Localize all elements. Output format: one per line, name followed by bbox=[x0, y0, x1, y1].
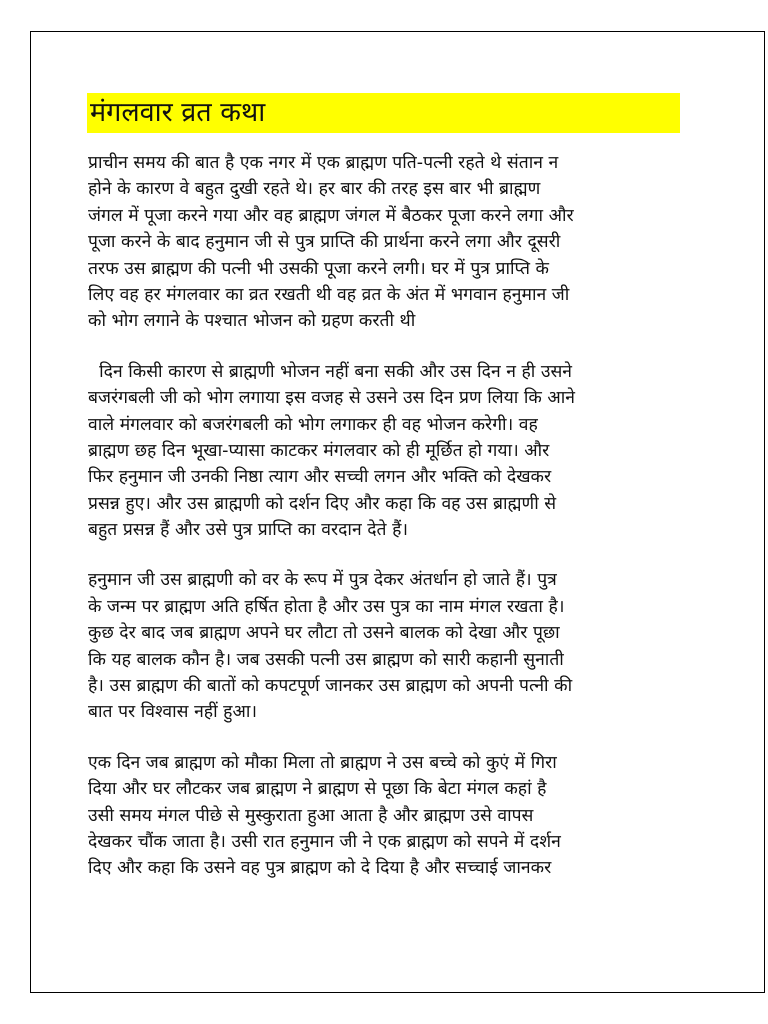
text-line: फिर हनुमान जी उनकी निष्ठा त्याग और सच्ची लगन और भक्ति को देखकर bbox=[88, 467, 552, 488]
paragraph-1 bbox=[88, 150, 688, 335]
highlighted-title bbox=[87, 93, 680, 133]
paragraph-2 bbox=[88, 359, 688, 544]
text-line: बात पर विश्वास नहीं हुआ। bbox=[88, 702, 257, 723]
text-line: लिए वह हर मंगलवार का व्रत रखती थी वह व्रत के अंत में भगवान हनुमान जी bbox=[88, 284, 570, 305]
text-line: तरफ उस ब्राह्मण की पत्नी भी उसकी पूजा करने लगी। घर में पुत्र प्राप्ति के bbox=[88, 258, 549, 279]
paragraph-3 bbox=[88, 567, 688, 725]
text-line: उसी समय मंगल पीछे से मुस्कुराता हुआ आता है और ब्राह्मण उसे वापस bbox=[88, 805, 534, 826]
text-line: दिया और घर लौटकर जब ब्राह्मण ने ब्राह्मण से पूछा कि बेटा मंगल कहां है bbox=[88, 779, 547, 800]
text-line: प्राचीन समय की बात है एक नगर में एक ब्राह्मण पति-पत्नी रहते थे संतान न bbox=[88, 153, 559, 173]
text-line: बहुत प्रसन्न हैं और उसे पुत्र प्राप्ति का वरदान देते हैं। bbox=[88, 520, 408, 541]
text-line: को भोग लगाने के पश्चात भोजन को ग्रहण करती थी bbox=[88, 311, 416, 332]
paragraph-4 bbox=[88, 750, 688, 882]
text-line: होने के कारण वे बहुत दुखी रहते थे। हर बार की तरह इस बार भी ब्राह्मण bbox=[88, 179, 541, 200]
text-line: कुछ देर बाद जब ब्राह्मण अपने घर लौटा तो उसने बालक को देखा और पूछा bbox=[88, 623, 560, 644]
text-line: है। उस ब्राह्मण की बातों को कपटपूर्ण जानकर उस ब्राह्मण को अपनी पत्नी की bbox=[88, 676, 573, 697]
text-line: बजरंगबली जी को भोग लगाया इस वजह से उसने उस दिन प्रण लिया कि आने bbox=[88, 388, 575, 409]
text-line: पूजा करने के बाद हनुमान जी से पुत्र प्राप्ति की प्रार्थना करने लगा और दूसरी bbox=[88, 232, 561, 253]
text-line: हनुमान जी उस ब्राह्मणी को वर के रूप में पुत्र देकर अंतर्धान हो जाते हैं। पुत्र bbox=[88, 570, 557, 591]
text-line: प्रसन्न हुए। और उस ब्राह्मणी को दर्शन दिए और कहा कि वह उस ब्राह्मणी से bbox=[88, 493, 557, 514]
story-body bbox=[88, 150, 688, 882]
paragraph-spacer bbox=[88, 726, 688, 750]
text-line: कि यह बालक कौन है। जब उसकी पत्नी उस ब्राह्मण को सारी कहानी सुनाती bbox=[88, 649, 564, 670]
text-line: ब्राह्मण छह दिन भूखा-प्यासा काटकर मंगलवार को ही मूर्छित हो गया। और bbox=[88, 440, 550, 461]
text-line: देखकर चौंक जाता है। उसी रात हनुमान जी ने एक ब्राह्मण को सपने में दर्शन bbox=[88, 831, 561, 852]
paragraph-spacer bbox=[88, 335, 688, 359]
text-line: वाले मंगलवार को बजरंगबली को भोग लगाकर ही वह भोजन करेगी। वह bbox=[88, 414, 538, 435]
page-title: मंगलवार व्रत कथा bbox=[90, 97, 266, 128]
text-line: दिए और कहा कि उसने वह पुत्र ब्राह्मण को दे दिया है और सच्चाई जानकर bbox=[88, 858, 552, 879]
text-line: के जन्म पर ब्राह्मण अति हर्षित होता है और उस पुत्र का नाम मंगल रखता है। bbox=[88, 596, 565, 617]
text-line: दिन किसी कारण से ब्राह्मणी भोजन नहीं बना सकी और उस दिन न ही उसने bbox=[88, 361, 573, 382]
text-line: एक दिन जब ब्राह्मण को मौका मिला तो ब्राह्मण ने उस बच्चे को कुएं में गिरा bbox=[88, 752, 557, 773]
text-line: जंगल में पूजा करने गया और वह ब्राह्मण जंगल में बैठकर पूजा करने लगा और bbox=[88, 205, 574, 226]
paragraph-spacer bbox=[88, 543, 688, 567]
